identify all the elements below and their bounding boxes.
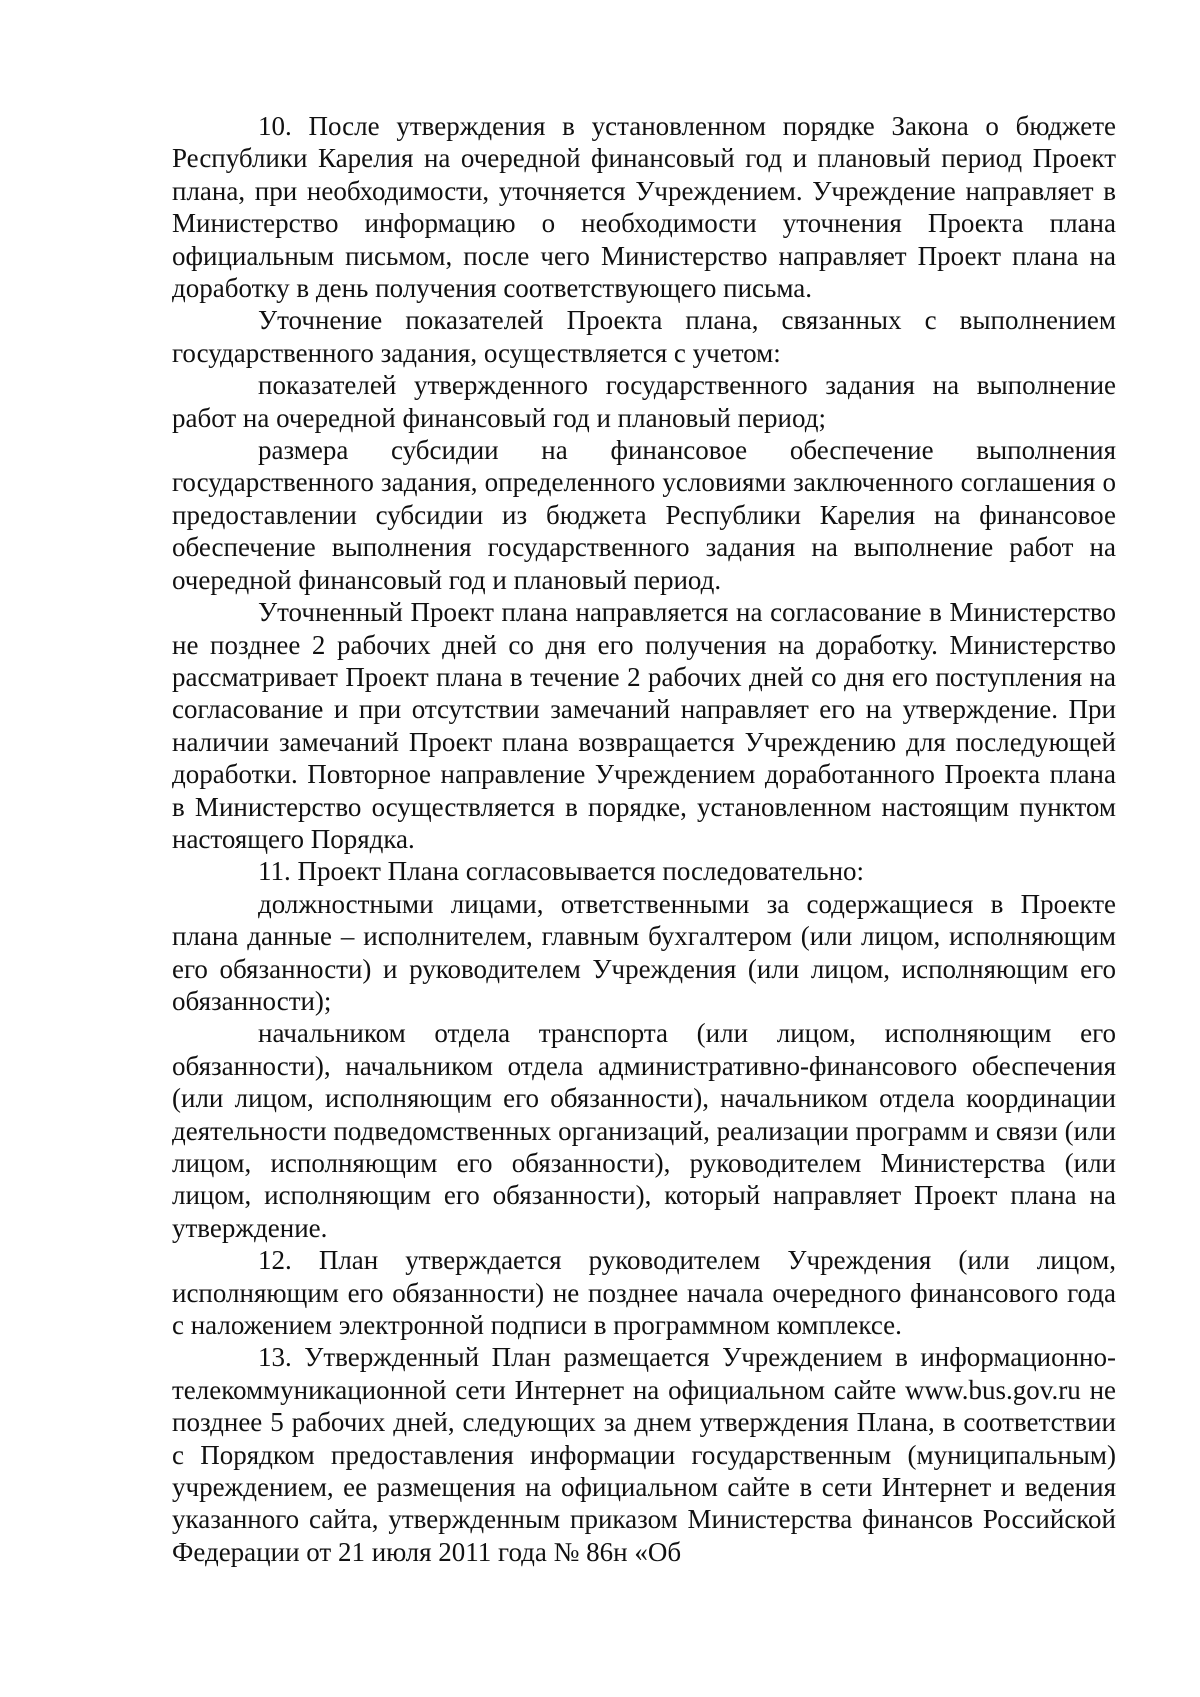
- paragraph-12-plan-approval: 12. План утверждается руководителем Учреждения (или лицом, исполняющим его обязанности) не позднее начала очередного финансового года с наложением электронной подписи в программном комплексе.: [172, 1245, 1116, 1341]
- paragraph-11-approval-sequence: 11. Проект Плана согласовывается последовательно:: [258, 856, 865, 887]
- paragraph-ministry-officials: начальником отдела транспорта (или лицом, исполняющим его обязанности), начальником отдела административно-финансового обеспечения (или лицом, исполняющим его обязанности), начальником отдела координации деятельности подведомственных организаций, реализации программ и связи (или лицом, исполняющим его обязанности), руководителем Министерства (или лицом, исполняющим его обязанности), который направляет Проект плана на утверждение.: [172, 1018, 1116, 1243]
- paragraph-clarification-indicators: Уточнение показателей Проекта плана, связанных с выполнением государственного задания, осуществляется с учетом:: [172, 305, 1116, 368]
- paragraph-10-budget-clarification: 10. После утверждения в установленном порядке Закона о бюджете Республики Карелия на очередной финансовый год и плановый период Проект плана, при необходимости, уточняется Учреждением. Учреждение направляет в Министерство информацию о необходимости уточнения Проекта плана официальным письмом, после чего Министерство направляет Проект плана на доработку в день получения соответствующего письма.: [172, 111, 1116, 304]
- paragraph-refined-plan-submission: Уточненный Проект плана направляется на согласование в Министерство не позднее 2 рабочих дней со дня его получения на доработку. Министерство рассматривает Проект плана в течение 2 рабочих дней со дня его поступления на согласование и при отсутствии замечаний направляет его на утверждение. При наличии замечаний Проект плана возвращается Учреждению для последующей доработки. Повторное направление Учреждением доработанного Проекта плана в Министерство осуществляется в порядке, установленном настоящим пунктом настоящего Порядка.: [172, 597, 1116, 854]
- paragraph-responsible-officials: должностными лицами, ответственными за содержащиеся в Проекте плана данные – исполнителем, главным бухгалтером (или лицом, исполняющим его обязанности) и руководителем Учреждения (или лицом, исполняющим его обязанности);: [172, 888, 1116, 1016]
- paragraph-subsidy-size: размера субсидии на финансовое обеспечение выполнения государственного задания, определенного условиями заключенного соглашения о предоставлении субсидии из бюджета Республики Карелия на финансовое обеспечение выполнения государственного задания на выполнение работ на очередной финансовый год и плановый период.: [172, 435, 1116, 595]
- paragraph-13-plan-publication: 13. Утвержденный План размещается Учреждением в информационно-телекоммуникационной сети Интернет на официальном сайте www.bus.gov.ru не позднее 5 рабочих дней, следующих за днем утверждения Плана, в соответствии с Порядком предоставления информации государственным (муниципальным) учреждением, ее размещения на официальном сайте в сети Интернет и ведения указанного сайта, утвержденным приказом Министерства финансов Российской Федерации от 21 июля 2011 года № 86н «Об: [172, 1342, 1116, 1567]
- document-page: [172, 110, 1116, 1568]
- paragraph-approved-task-indicators: показателей утвержденного государственного задания на выполнение работ на очередной финансовый год и плановый период;: [172, 370, 1116, 433]
